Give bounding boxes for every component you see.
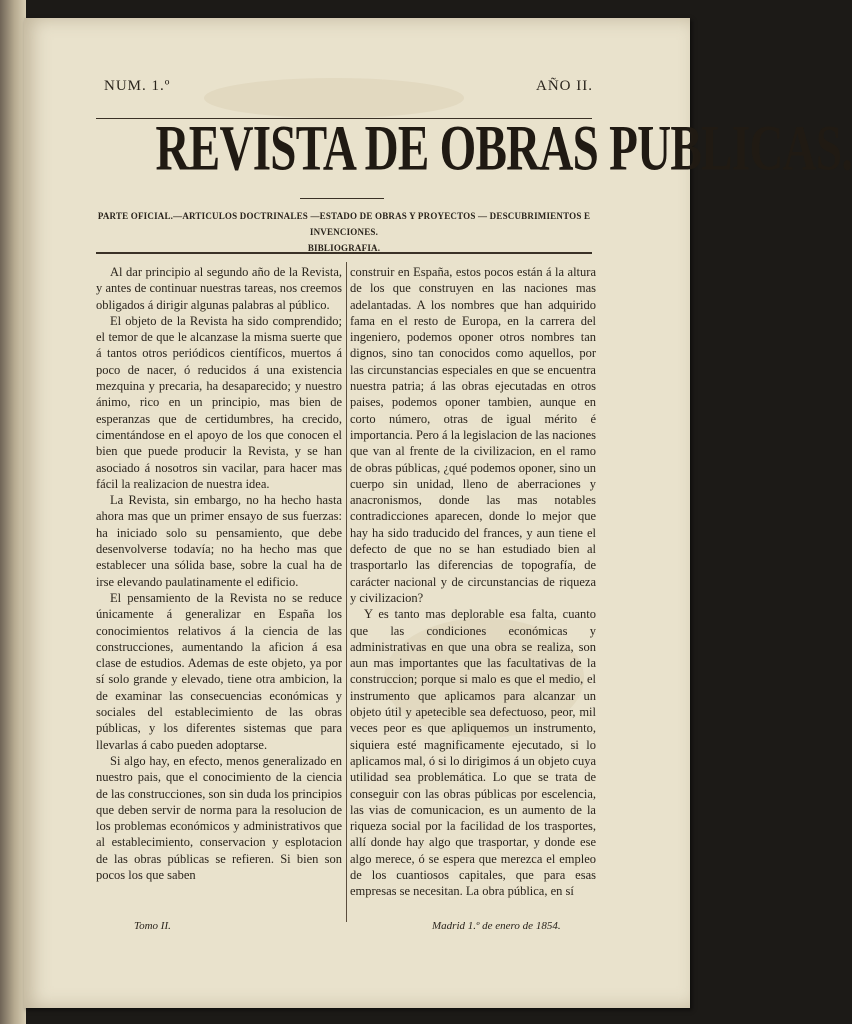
paragraph: construir en España, estos pocos están á la altura de los que construyen en las naciones mas adelantadas. A los nombres que han adquirido fama en el resto de Europa, en la carrera del ingeniero, podemos oponer otros nombres tan dignos, sino tan conocidos como aquellos, por las circunstancias especiales en que se encuentra nuestra patria; á las obras ejecutadas en otros paises, podemos oponer tambien, aunque en corto número, otras de igual mérito é importancia. Pero á la legislacion de las naciones que van al frente de la civilizacion, en el ramo de obras públicas, ¿qué podemos oponer, sino un cuerpo sin unidad, lleno de aberraciones y anacronismos, donde las mas notables contradicciones aparecen, donde lo mejor que hay ha sido traducido del frances, y aun tiene el defecto de que no se han estudiado bien al trasportarlo las diferencias de topografía, de carácter nacional y de circunstancias de riqueza y civilizacion? (350, 265, 596, 605)
subtitle-line-2: BIBLIOGRAFIA. (307, 243, 381, 253)
issue-year: AÑO II. (536, 78, 593, 94)
paragraph: El pensamiento de la Revista no se reduce únicamente á generalizar en España los conocimientos relativos á la ciencia de las construcciones, aumentando la aficion á esa clase de estudios. Ademas de este objeto, ya por sí solo grande y elevado, tiene otra ambicion, la de examinar las consecuencias económicas y sociales del establecimiento de las obras públicas, y los diferentes sistemas que para llevarlas á cabo pueden adoptarse. (96, 590, 342, 752)
issue-date: Madrid 1.º de enero de 1854. (432, 920, 561, 932)
paragraph: Si algo hay, en efecto, menos generalizado en nuestro pais, que el conocimiento de la ciencia de las construcciones, son sin duda los principios que deben servir de norma para la resolucion de los problemas económicos y administrativos que al establecimiento, conservacion y esplotacion de las obras públicas se refieren. Si bien son pocos los que saben (96, 753, 342, 882)
masthead-title: REVISTA DE OBRAS PUBLICAS. (155, 113, 852, 185)
volume-label: Tomo II. (134, 920, 171, 932)
paragraph: Al dar principio al segundo año de la Revista, y antes de continuar nuestras tareas, nos creemos obligados á dirigir algunas palabras al público. (96, 265, 342, 312)
right-column (350, 264, 596, 900)
masthead-subtitle (96, 208, 592, 256)
paragraph: Y es tanto mas deplorable esa falta, cuanto que las condiciones económicas y administrativas en que una obra se realiza, son aun mas importantes que las facultativas de la construccion; porque si malo es que el medio, el instrumento que aplicamos para alcanzar un objeto útil y apetecible sea defectuoso, peor, mil veces peor es que apliquemos un instrumento, siquiera esté magnificamente ejecutado, si lo aplicamos mal, ó si lo dirigimos á un objeto cuya utilidad sea problemática. Lo que se trata de conseguir con las obras públicas por escelencia, las vias de comunicacion, es un aumento de la riqueza social por la facilidad de los trasportes, allí donde hay algo que trasportar, y donde ese algo merece, ó se espera que merezca el empleo de los cuantiosos capitales, que para esas empresas se necesitan. La obra pública, en sí (350, 607, 596, 899)
issue-number: NUM. 1.º (104, 78, 171, 94)
book-spine (0, 0, 26, 1024)
short-rule (300, 198, 384, 199)
paragraph: El objeto de la Revista ha sido comprendido; el temor de que le alcanzase la misma suerte que á tantos otros periódicos científicos, muertos á poco de nacer, ó reducidos á una existencia mezquina y precaria, ha desaparecido; y nuestro ánimo, rico en un principio, mas bien de esperanzas que de certidumbres, ha crecido, cimentándose en el apoyo de los que conocen el bien que puede producir la Revista, y se han asociado á nosotros sin vacilar, para hacer mas fácil la realizacion de nuestra idea. (96, 313, 342, 491)
left-column (96, 264, 342, 883)
paragraph: La Revista, sin embargo, no ha hecho hasta ahora mas que un primer ensayo de sus fuerzas: ha iniciado solo su pensamiento, que debe desenvolverse todavía; no ha hecho mas que establecer una sólida base, sobre la cual ha de irse elevando paulatinamente el edificio. (96, 493, 342, 589)
section-rule (96, 252, 592, 254)
column-divider (346, 262, 347, 922)
subtitle-line-1: PARTE OFICIAL.—ARTICULOS DOCTRINALES —ESTADO DE OBRAS Y PROYECTOS — DESCUBRIMIENTOS E INVENCIONES. (97, 211, 591, 237)
